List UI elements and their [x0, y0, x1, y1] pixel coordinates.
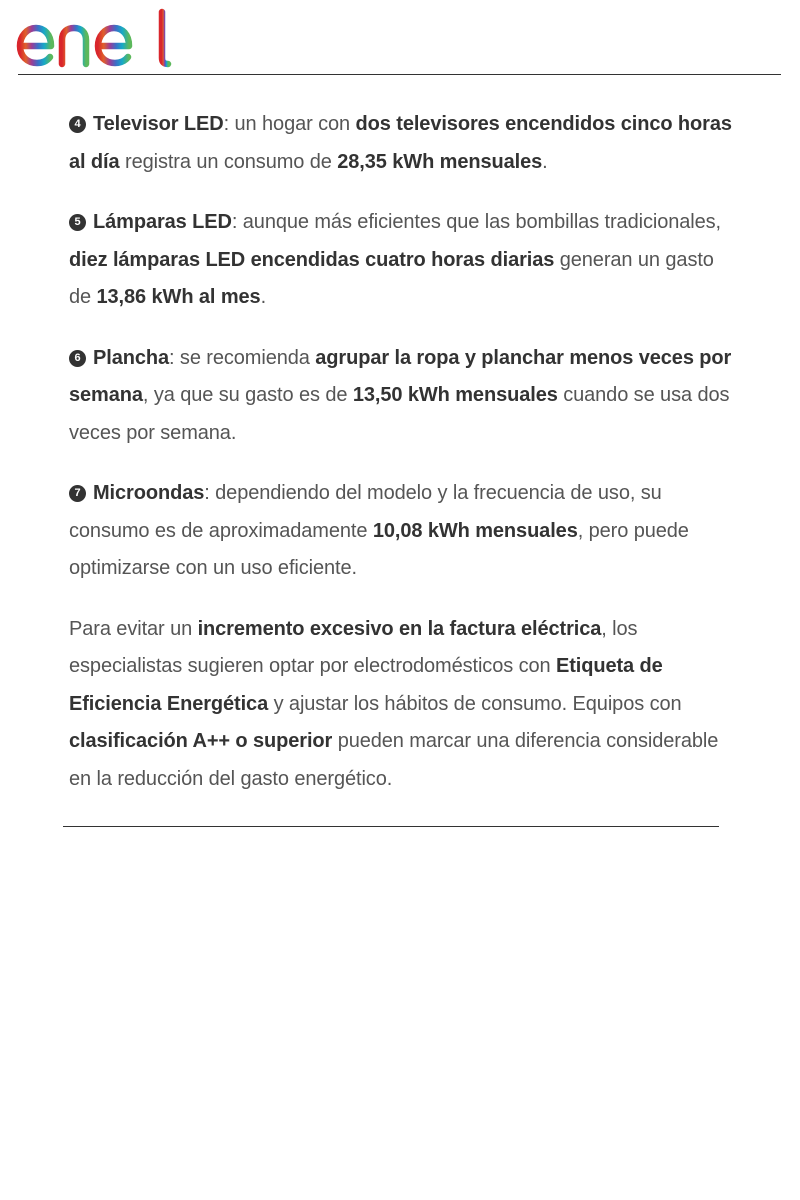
- header-divider: [18, 74, 781, 75]
- enel-logo[interactable]: [16, 8, 172, 68]
- item-title: Lámparas LED: [93, 211, 232, 233]
- list-item: 7 Microondas: dependiendo del modelo y la frecuencia de uso, su consumo es de aproximadamente 10,08 kWh mensuales, pero puede optimizarse con un uso eficiente.: [69, 482, 689, 579]
- content-divider: [63, 826, 719, 827]
- number-badge-icon: 6: [69, 350, 86, 367]
- number-badge-icon: 5: [69, 214, 86, 231]
- article-body: [69, 106, 741, 821]
- list-item: 6 Plancha: se recomienda agrupar la ropa y planchar menos veces por semana, ya que su gasto es de 13,50 kWh mensuales cuando se usa dos veces por semana.: [69, 346, 732, 444]
- item-title: Televisor LED: [93, 113, 224, 135]
- item-title: Microondas: [93, 482, 205, 504]
- list-item: 5 Lámparas LED: aunque más eficientes que las bombillas tradicionales, diez lámparas LED encendidas cuatro horas diarias generan un gasto de 13,86 kWh al mes.: [69, 211, 721, 308]
- item-title: Plancha: [93, 346, 169, 369]
- number-badge-icon: 4: [69, 116, 86, 133]
- closing-paragraph: Para evitar un incremento excesivo en la factura eléctrica, los especialistas sugieren optar por electrodomésticos con Etiqueta de Eficiencia Energética y ajustar los hábitos de consumo. Equipos con clasificación A++ o superior pueden marcar una diferencia considerable en la reducción del gasto energético.: [69, 617, 719, 790]
- site-header: [0, 0, 800, 76]
- number-badge-icon: 7: [69, 485, 86, 502]
- list-item: 4 Televisor LED: un hogar con dos televisores encendidos cinco horas al día registra un consumo de 28,35 kWh mensuales.: [69, 113, 732, 173]
